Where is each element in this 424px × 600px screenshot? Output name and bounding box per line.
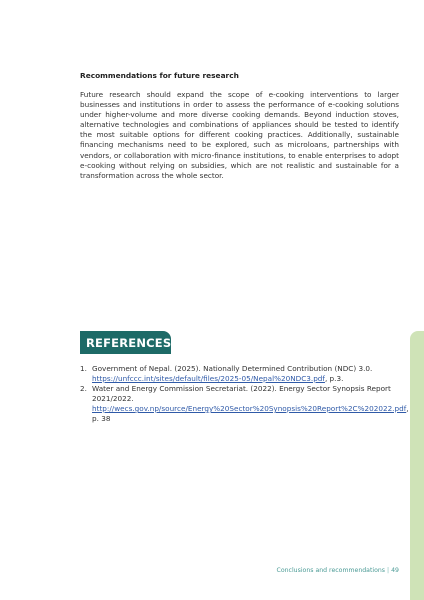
footer-section-name: Conclusions and recommendations — [276, 567, 386, 574]
chapter-side-tab — [410, 331, 424, 600]
reference-suffix: , p.3. — [324, 374, 344, 383]
reference-text: Water and Energy Commission Secretariat. (2022). Energy Sector Synopsis Report 2021/2022. — [92, 384, 391, 403]
references-banner — [80, 331, 171, 354]
reference-link[interactable]: https://unfccc.int/sites/default/files/2025-05/Nepal%20NDC3.pdf — [92, 374, 325, 383]
reference-list — [80, 364, 409, 424]
reference-text: Government of Nepal. (2025). Nationally Determined Contribution (NDC) 3.0. — [92, 364, 373, 373]
reference-item — [80, 384, 409, 424]
reference-number: 1. — [80, 364, 87, 373]
recommendations-paragraph: Future research should expand the scope of e-cooking interventions to larger businesses and institutions in order to assess the performance of e-cooking solutions under higher-volume and more diverse cooking demands. Beyond induction stoves, alternative technologies and combinations of appliances should be tested to identify the most suitable options for different cooking practices. Additionally, sustainable financing mechanisms need to be explored, such as microloans, partnerships with vendors, or collaboration with micro-finance institutions, to enable enterprises to adopt e-cooking without relying on subsidies, which are not realistic and sustainable for a transformation across the whole sector. — [80, 90, 399, 180]
footer-separator: | — [387, 567, 390, 574]
references-heading: REFERENCES — [86, 336, 172, 350]
reference-item — [80, 364, 400, 384]
section-title: Recommendations for future research — [80, 71, 239, 80]
reference-number: 2. — [80, 384, 87, 393]
page-footer — [277, 567, 399, 574]
page-number: 49 — [391, 567, 399, 574]
reference-link[interactable]: http://wecs.gov.np/source/Energy%20Sector%20Synopsis%20Report%2C%202022.pdf — [92, 404, 407, 413]
reference-suffix: , p. 38 — [92, 404, 409, 423]
